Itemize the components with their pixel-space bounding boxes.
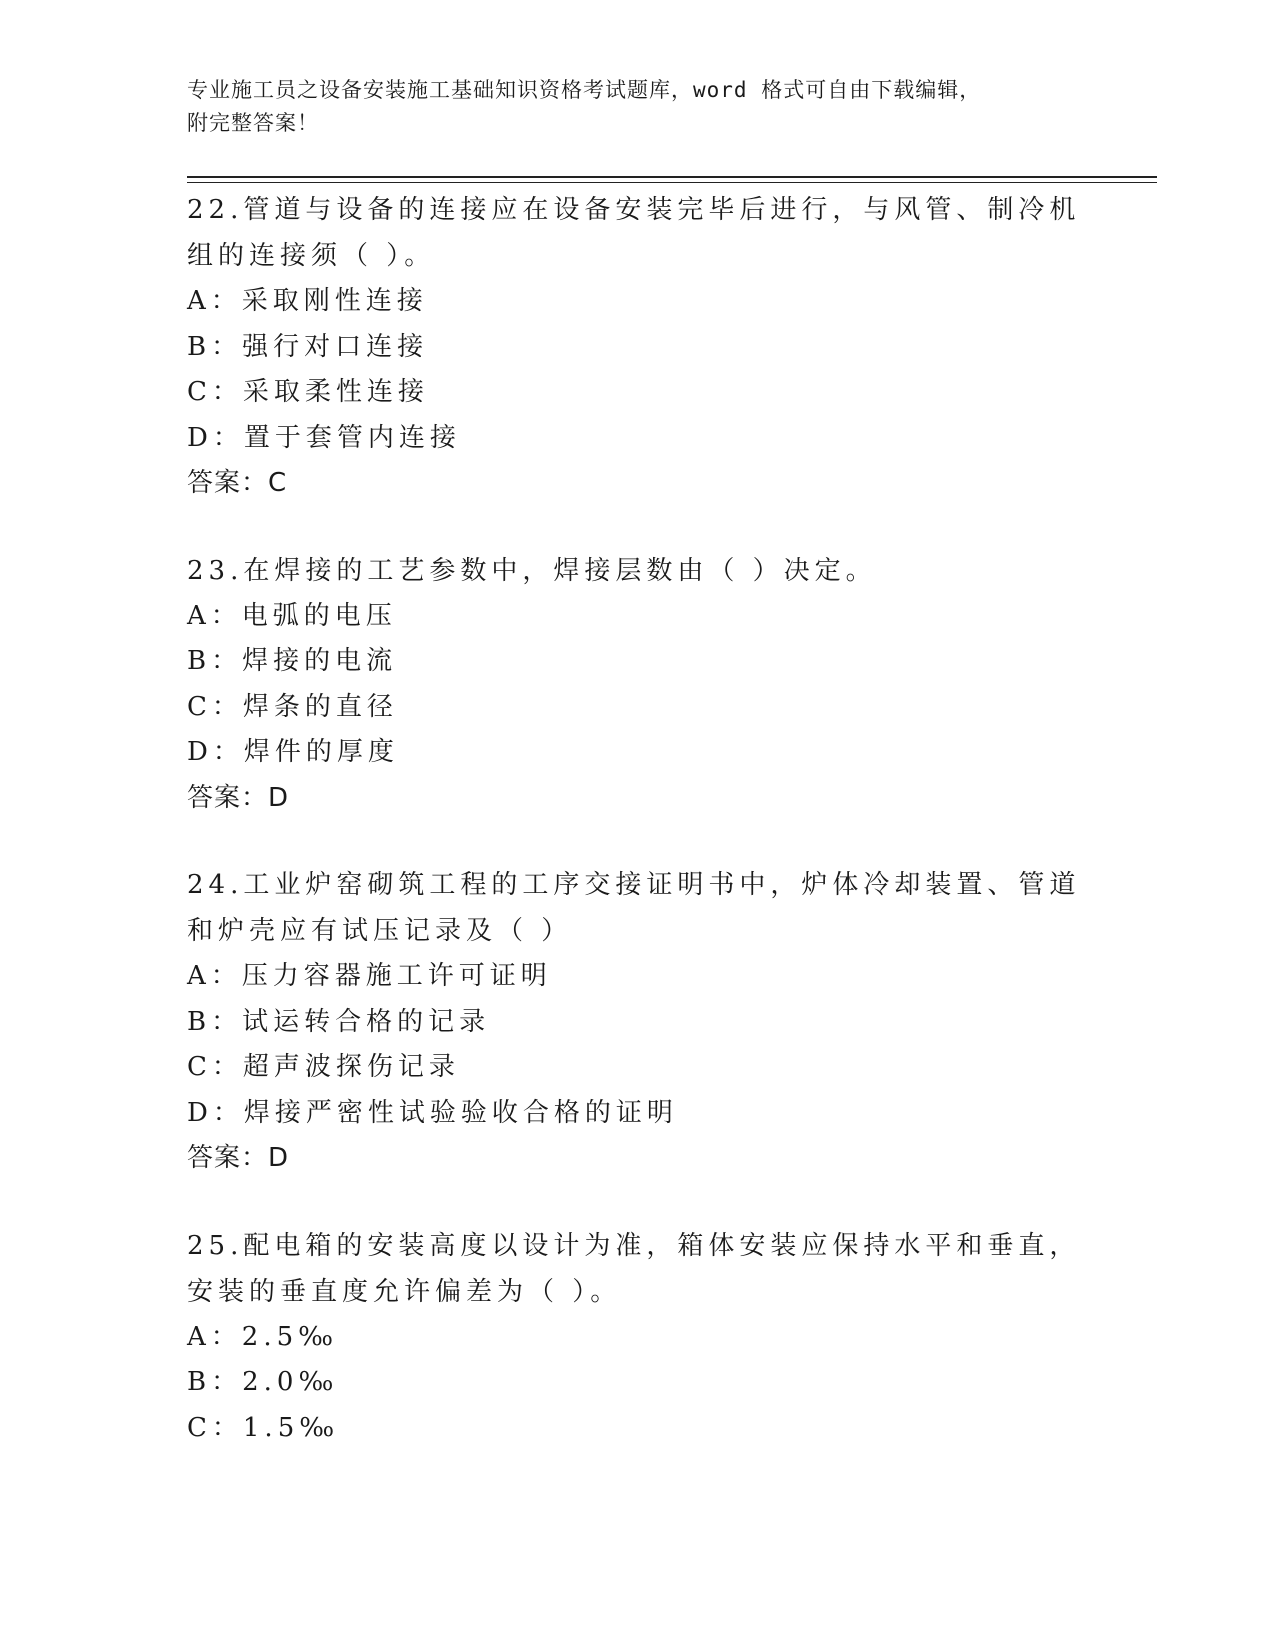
answer-label: 答案：C xyxy=(187,468,288,498)
question-22 xyxy=(187,187,1087,507)
option-c: C：焊条的直径 xyxy=(187,691,398,722)
question-23 xyxy=(187,548,1087,822)
option-a: A：电弧的电压 xyxy=(187,600,397,631)
question-stem: 23.在焊接的工艺参数中，焊接层数由（ ）决定。 xyxy=(187,555,877,586)
header-line-1: 专业施工员之设备安装施工基础知识资格考试题库，word 格式可自由下载编辑， xyxy=(187,78,982,102)
document-header xyxy=(187,74,1107,140)
option-c: C：1.5‰ xyxy=(187,1412,340,1443)
answer-label: 答案：D xyxy=(187,1143,290,1173)
header-line-2: 附完整答案！ xyxy=(187,111,319,135)
option-d: D：置于套管内连接 xyxy=(187,422,461,453)
question-stem: 24.工业炉窑砌筑工程的工序交接证明书中，炉体冷却装置、管道和炉壳应有试压记录及（ ） xyxy=(187,870,1081,946)
option-a: A：2.5‰ xyxy=(187,1321,339,1352)
question-stem: 22.管道与设备的连接应在设备安装完毕后进行，与风管、制冷机组的连接须（ ）。 xyxy=(187,195,1081,271)
option-d: D：焊接严密性试验验收合格的证明 xyxy=(187,1097,678,1128)
question-list xyxy=(187,187,1087,1451)
option-a: A：采取刚性连接 xyxy=(187,286,428,316)
question-stem: 25.配电箱的安装高度以设计为准，箱体安装应保持水平和垂直，安装的垂直度允许偏差为（ ）。 xyxy=(187,1230,1081,1307)
answer-label: 答案：D xyxy=(187,782,290,813)
option-b: B：强行对口连接 xyxy=(187,331,429,362)
option-b: B：试运转合格的记录 xyxy=(187,1006,491,1037)
option-c: C：超声波探伤记录 xyxy=(187,1052,460,1082)
option-a: A：压力容器施工许可证明 xyxy=(187,961,552,991)
option-d: D：焊件的厚度 xyxy=(187,737,399,767)
question-24 xyxy=(187,862,1087,1182)
option-b: B：焊接的电流 xyxy=(187,646,398,676)
option-b: B：2.0‰ xyxy=(187,1367,339,1397)
header-rule-thin xyxy=(187,182,1157,183)
header-rule-thick xyxy=(187,176,1157,178)
option-c: C：采取柔性连接 xyxy=(187,377,429,407)
question-25 xyxy=(187,1223,1087,1452)
